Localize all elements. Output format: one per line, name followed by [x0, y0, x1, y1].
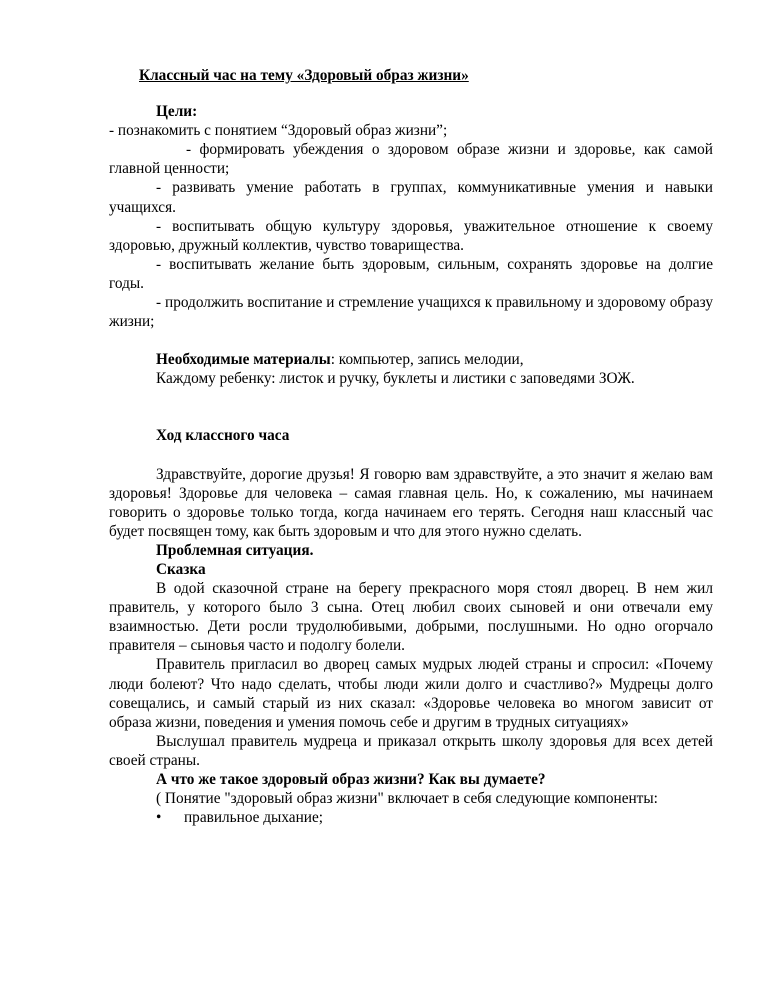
goals-heading: Цели:	[156, 103, 198, 121]
list-item	[109, 808, 713, 827]
materials-text: : компьютер, запись мелодии,	[330, 351, 524, 369]
document-page	[109, 66, 713, 827]
list-item-text: правильное дыхание;	[184, 809, 323, 827]
tale-paragraph: В одой сказочной стране на берегу прекрасного моря стоял дворец. В нем жил правитель, у которого было 3 сына. Отец любил своих сыновей и они отвечали ему взаимностью. Дети росли трудолюбивыми, добрыми, послушными. Но одно огорчало правителя – сыновья часто и подолгу болели.	[109, 580, 713, 655]
tale-paragraph: Правитель пригласил во дворец самых мудрых людей страны и спросил: «Почему люди болеют? Что надо сделать, чтобы люди жили долго и счастливо?» Мудрецы долго совещались, и самый старый из них сказал: «Здоровье человека во многом зависит от образа жизни, поведения и умения помочь себе и другим в трудных ситуациях»	[109, 656, 713, 731]
goal-item: - продолжить воспитание и стремление учащихся к правильному и здоровому образу жизни;	[109, 294, 713, 331]
greeting-paragraph: Здравствуйте, дорогие друзья! Я говорю вам здравствуйте, а это значит я желаю вам здоровья! Здоровье для человека – самая главная цель. Но, к сожалению, мы начинаем говорить о здоровье только тогда, когда начинаем его терять. Сегодня наш классный час будет посвящен тому, как быть здоровым и что для этого нужно сделать.	[109, 465, 713, 540]
materials-label: Необходимые материалы	[156, 351, 331, 369]
question-heading: А что же такое здоровый образ жизни? Как вы думаете?	[156, 771, 546, 788]
problem-heading: Проблемная ситуация.	[156, 541, 314, 559]
bullet-icon: •	[156, 809, 162, 827]
concept-paragraph: ( Понятие "здоровый образ жизни" включает в себя следующие компоненты:	[156, 790, 658, 808]
goal-item: - познакомить с понятием “Здоровый образ жизни”;	[109, 122, 448, 140]
materials-child: Каждому ребенку: листок и ручку, буклеты и листики с заповедями ЗОЖ.	[156, 370, 635, 388]
goal-item: - воспитывать желание быть здоровым, сильным, сохранять здоровье на долгие годы.	[109, 255, 713, 292]
document-title: Классный час на тему «Здоровый образ жизни»	[139, 67, 469, 84]
goal-item: - воспитывать общую культуру здоровья, уважительное отношение к своему здоровью, дружный коллектив, чувство товарищества.	[109, 217, 713, 254]
tale-heading: Сказка	[156, 560, 206, 578]
course-heading: Ход классного часа	[156, 427, 290, 445]
materials-paragraph	[109, 350, 713, 369]
goal-item: - формировать убеждения о здоровом образе жизни и здоровье, как самой главной ценности;	[109, 141, 713, 178]
tale-paragraph: Выслушал правитель мудреца и приказал открыть школу здоровья для всех детей своей страны.	[109, 732, 713, 769]
goal-item: - развивать умение работать в группах, коммуникативные умения и навыки учащихся.	[109, 179, 713, 216]
